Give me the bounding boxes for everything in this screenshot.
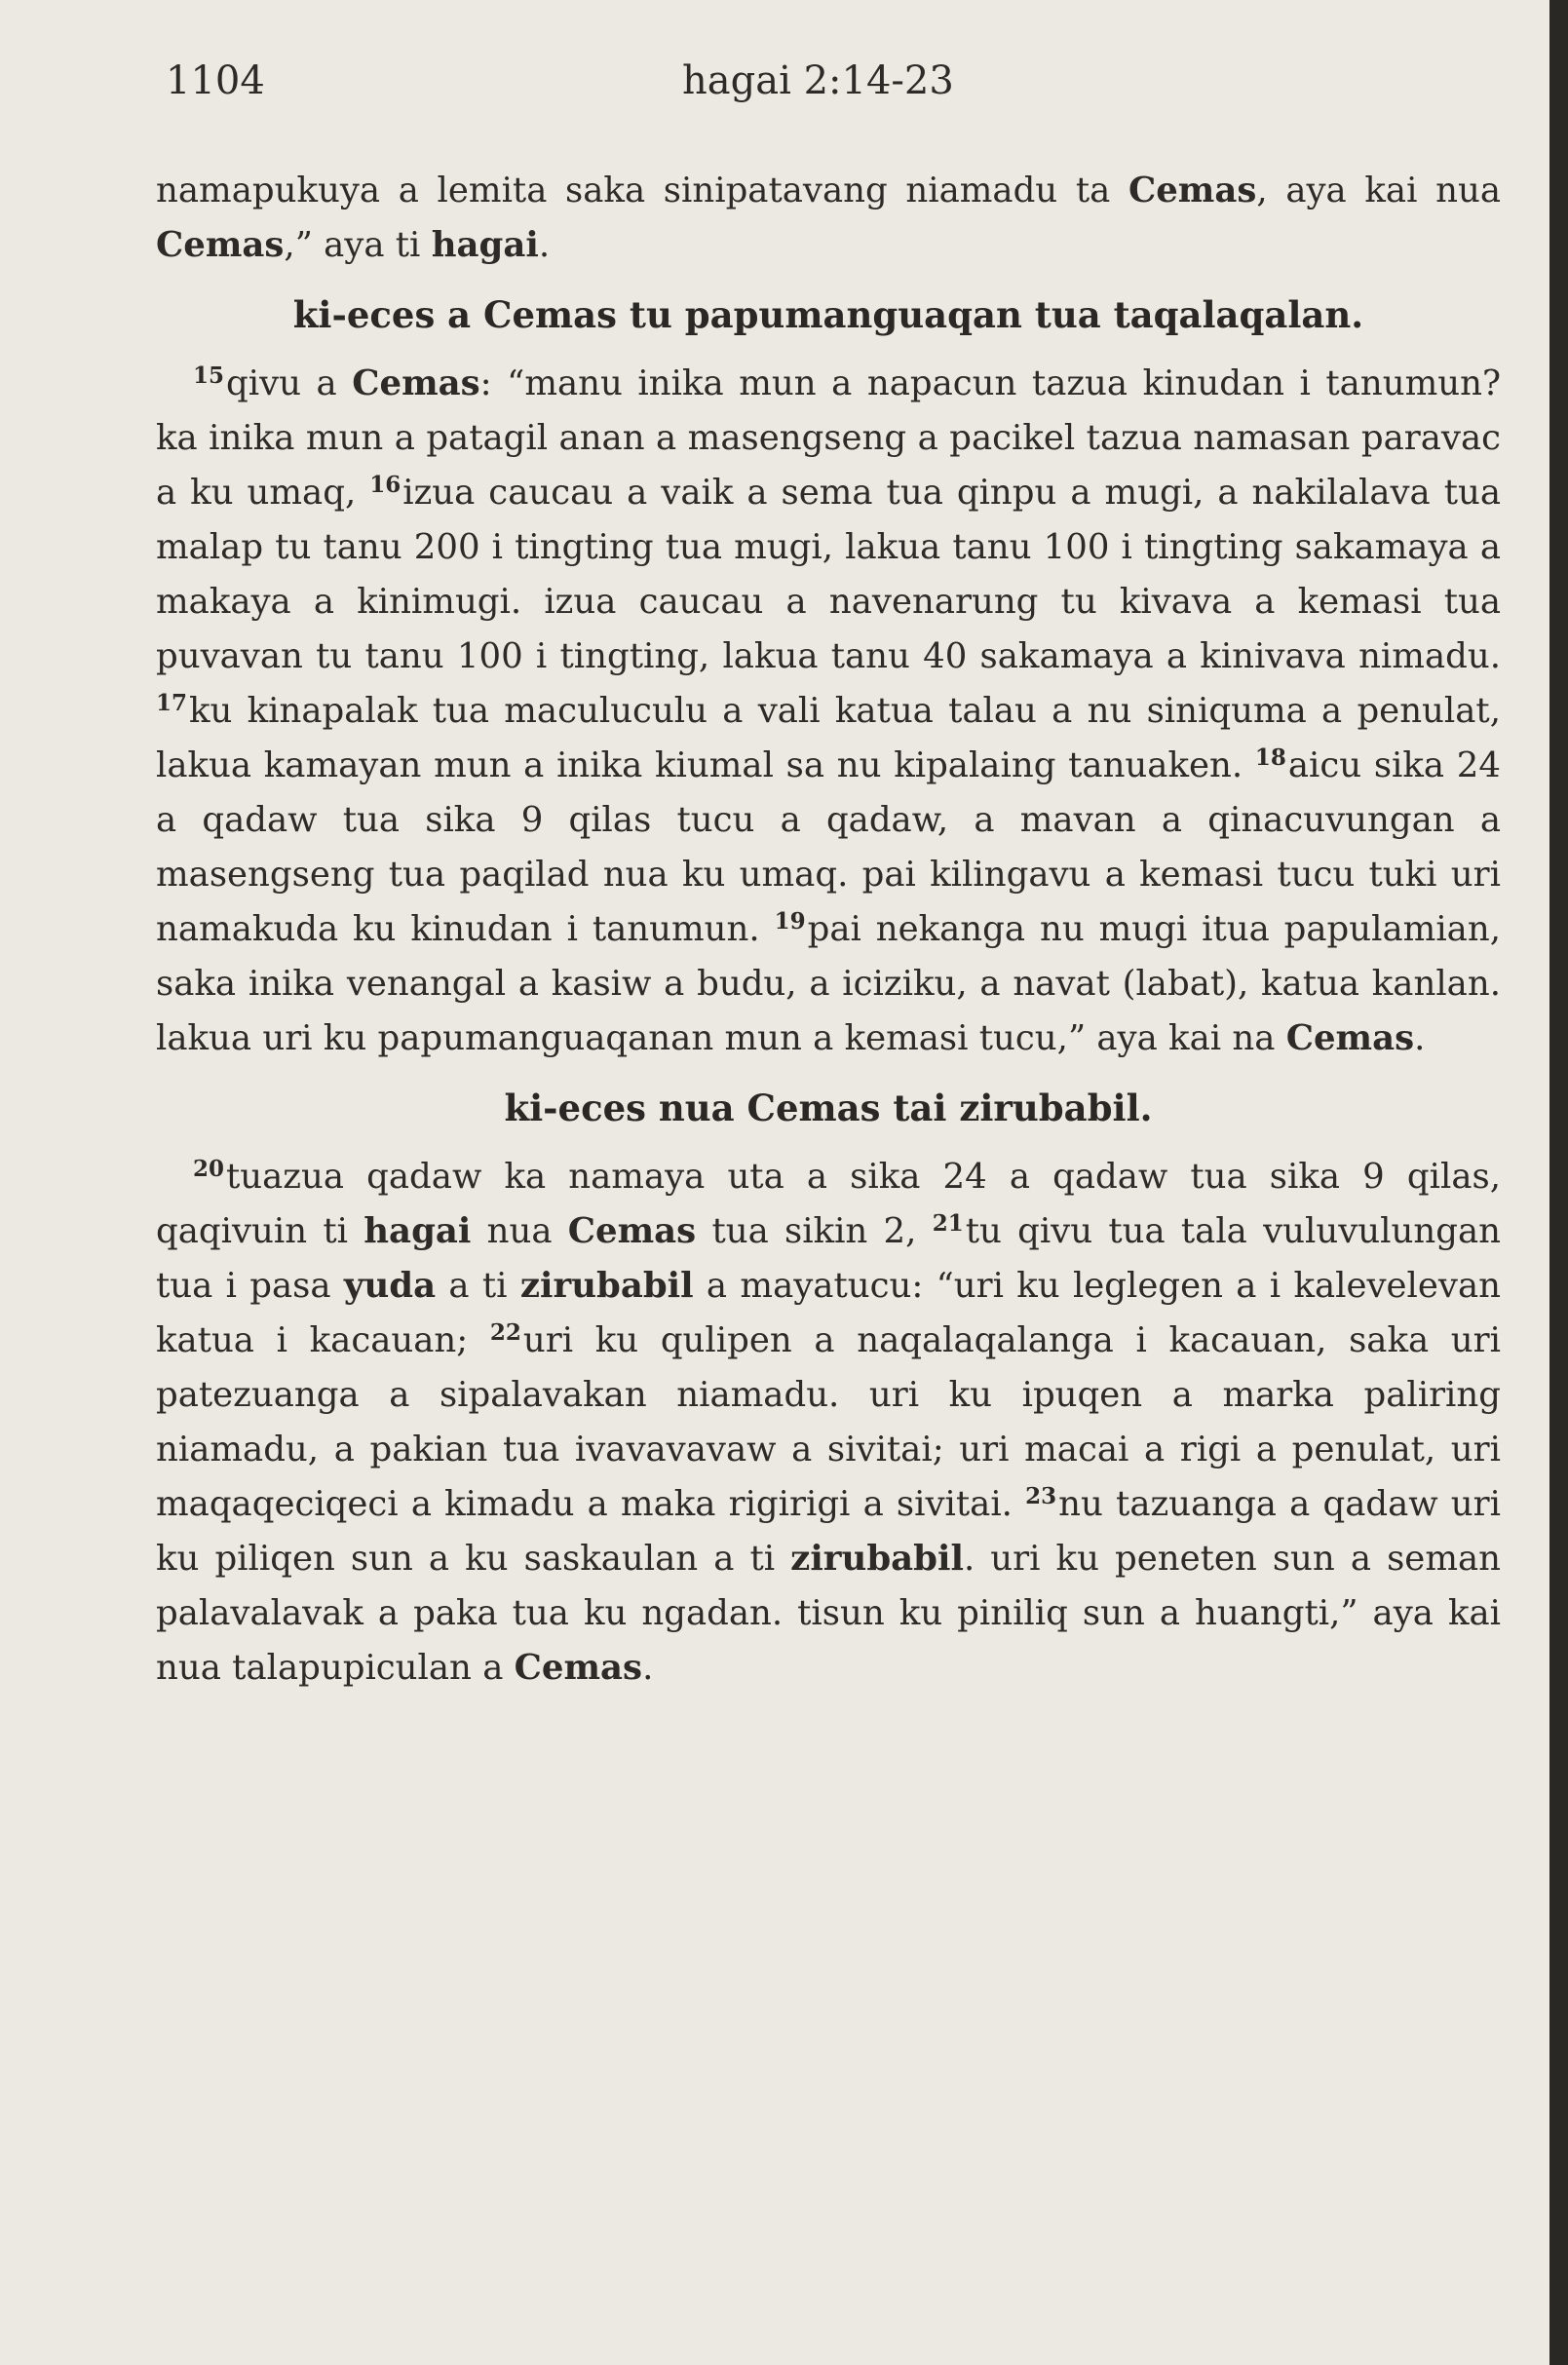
name-hagai: hagai [363,1211,472,1251]
verse-number: 23 [1025,1483,1057,1509]
book-spine-edge [1549,0,1568,2365]
section-heading: ki-eces nua Cemas tai zirubabil. [504,1087,1153,1129]
name-cemas: Cemas [567,1211,697,1251]
name-yuda: yuda [343,1266,437,1306]
chapter-reference: hagai 2:14-23 [682,58,954,103]
page-number: 1104 [166,58,265,103]
name-cemas: Cemas [514,1648,643,1688]
paragraph-verses-20-23: $^{20}$tuazua qadaw ka namaya uta a sika 24 a qadaw tua sika 9 qilas, qaqivuin ti hagai nua Cemas tua sikin 2, $^{21}$tu qivu tua tala vuluvulungan tua i pasa yuda a ti zirubabil a mayatucu: “uri ku leglegen a i kalevelevan katua i kacauan; $^{22}$uri ku qulipen a naqalaqalanga i kacauan, saka uri patezuanga a sipalavakan niamadu. uri ku ipuqen a marka paliring niamadu, a pakian tua ivavavavaw a sivitai; uri macai a rigi a penulat, uri maqaqeciqeci a kimadu a maka rigirigi a sivitai. $^{23}$nu tazuanga a qadaw uri ku piliqen sun a ku saskaulan a ti zirubabil. uri ku peneten sun a seman palavalavak a paka tua ku ngadan. tisun ku piniliq sun a huangti,” aya kai nua talapupiculan a Cemas. [156,1156,1502,1688]
verse-number: 20 [193,1156,225,1182]
verse-number: 17 [156,690,188,716]
name-cemas: Cemas [156,225,285,265]
name-zirubabil: zirubabil [790,1539,964,1579]
section-heading: ki-eces a Cemas tu papumanguaqan tua taqalaqalan. [292,293,1364,336]
verse-number: 21 [932,1210,964,1237]
verse-number: 19 [774,908,806,935]
paragraph-continuation: namapukuya a lemita saka sinipatavang niamadu ta Cemas, aya kai nua Cemas,” aya ti hagai. [156,171,1501,265]
name-cemas: Cemas [352,363,480,403]
name-cemas: Cemas [1128,171,1257,210]
verse-number: 18 [1254,744,1286,771]
running-header [156,58,1501,117]
paragraph-verses-15-19: $^{15}$qivu a Cemas: “manu inika mun a napacun tazua kinudan i tanumun? ka inika mun a patagil anan a masengseng a pacikel tazua namasan paravac a ku umaq, $^{16}$izua caucau a vaik a sema tua qinpu a mugi, a nakilalava tua malap tu tanu 200 i tingting tua mugi, lakua tanu 100 i tingting sakamaya a makaya a kinimugi. izua caucau a navenarung tu kivava a kemasi tua puvavan tu tanu 100 i tingting, lakua tanu 40 sakamaya a kinivava nimadu. $^{17}$ku kinapalak tua maculuculu a vali katua talau a nu siniquma a penulat, lakua kamayan mun a inika kiumal sa nu kipalaing tanuaken. $^{18}$aicu sika 24 a qadaw tua sika 9 qilas tucu a qadaw, a mavan a qinacuvungan a masengseng tua paqilad nua ku umaq. pai kilingavu a kemasi tucu tuki uri namakuda ku kinudan i tanumun. $^{19}$pai nekanga nu mugi itua papulamian, saka inika venangal a kasiw a budu, a iciziku, a navat (labat), katua kanlan. lakua uri ku papumanguaqanan mun a kemasi tucu,” aya kai na Cemas. [156,362,1501,1058]
verse-number: 15 [193,362,225,389]
verse-number: 22 [489,1319,521,1346]
name-zirubabil: zirubabil [519,1266,694,1306]
body-text [156,164,1501,1696]
name-hagai: hagai [431,225,539,265]
name-cemas: Cemas [1285,1018,1415,1058]
verse-number: 16 [369,472,402,498]
